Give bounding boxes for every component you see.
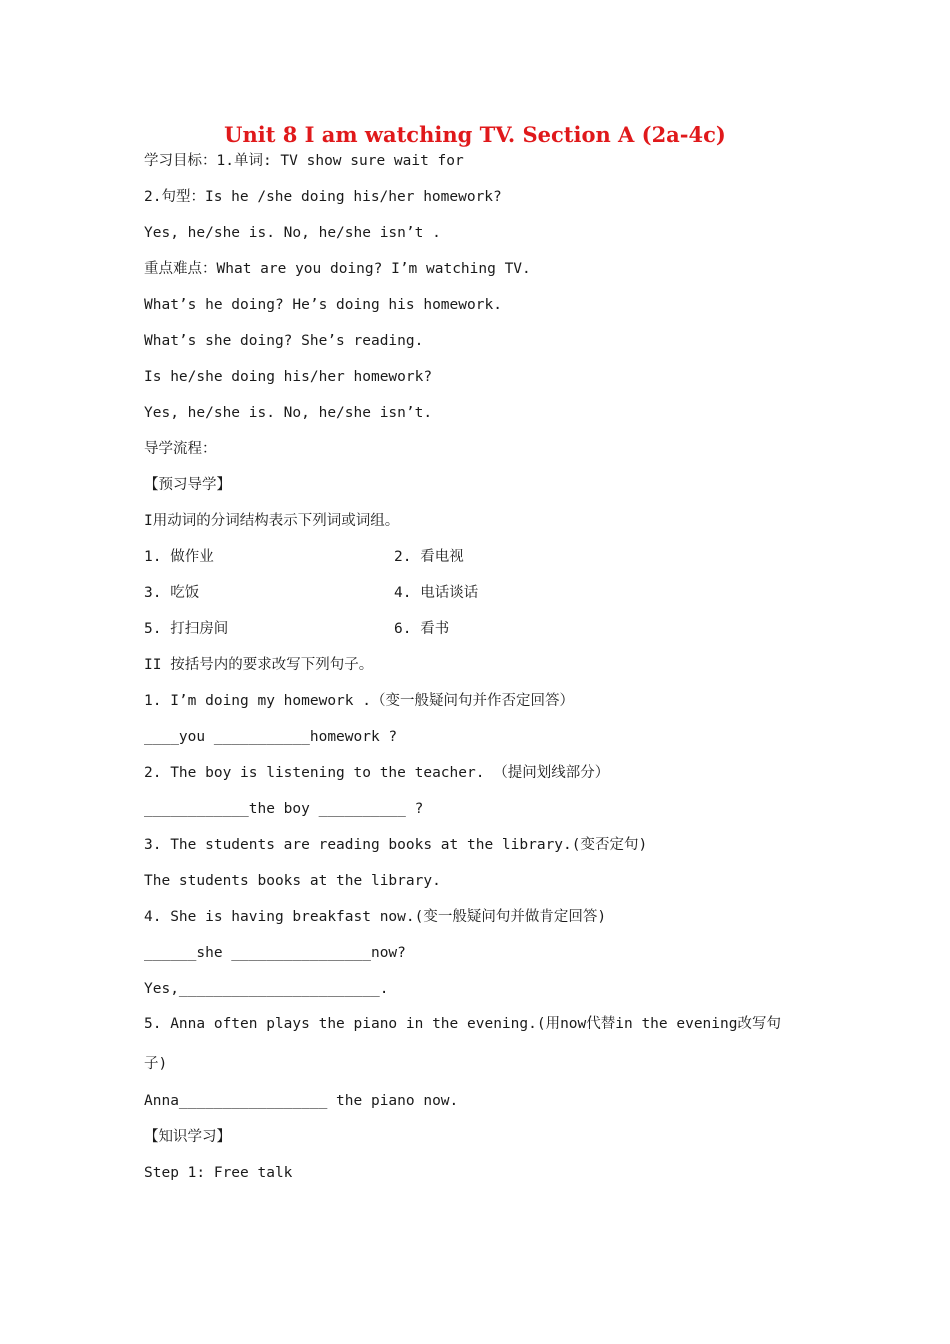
step-1-free-talk: Step 1: Free talk xyxy=(144,1165,293,1181)
exercise-item-6: 6. 看书 xyxy=(394,621,450,637)
rewrite-question-1: 1. I’m doing my homework .（变一般疑问句并作否定回答） xyxy=(144,693,574,709)
rewrite-question-5-cont: 子) xyxy=(144,1056,168,1072)
key-point-she: What’s she doing? She’s reading. xyxy=(144,333,424,349)
page-title: Unit 8 I am watching TV. Section A (2a-4c) xyxy=(224,122,726,147)
rewrite-blank-5: Anna_________________ the piano now. xyxy=(144,1093,459,1109)
exercise-item-4: 4. 电话谈话 xyxy=(394,585,479,601)
exercise-item-3: 3. 吃饭 xyxy=(144,585,200,601)
key-point-he: What’s he doing? He’s doing his homework. xyxy=(144,297,502,313)
rewrite-question-3: 3. The students are reading books at the library.(变否定句) xyxy=(144,837,648,853)
rewrite-blank-3: The students books at the library. xyxy=(144,873,441,889)
key-point-answer: Yes, he/she is. No, he/she isn’t. xyxy=(144,405,433,421)
exercise-one-instruction: I用动词的分词结构表示下列词或词组。 xyxy=(144,513,400,529)
rewrite-question-2: 2. The boy is listening to the teacher. （提问划线部分） xyxy=(144,765,610,781)
rewrite-question-5: 5. Anna often plays the piano in the evening.(用now代替in the evening改写句 xyxy=(144,1016,781,1032)
rewrite-question-4: 4. She is having breakfast now.(变一般疑问句并做肯定回答) xyxy=(144,909,607,925)
key-point-question: Is he/she doing his/her homework? xyxy=(144,369,433,385)
rewrite-blank-4: ______she ________________now? xyxy=(144,945,406,961)
sentence-pattern: 2.句型：Is he /she doing his/her homework? xyxy=(144,189,502,205)
exercise-item-2: 2. 看电视 xyxy=(394,549,464,565)
learning-goals-words: 学习目标：1.单词: TV show sure wait for xyxy=(144,153,464,169)
rewrite-answer-4: Yes,_______________________. xyxy=(144,981,389,997)
sentence-pattern-answer: Yes, he/she is. No, he/she isn’t . xyxy=(144,225,441,241)
guide-process-heading: 导学流程： xyxy=(144,441,217,457)
exercise-item-5: 5. 打扫房间 xyxy=(144,621,229,637)
exercise-item-1: 1. 做作业 xyxy=(144,549,214,565)
preview-section-heading: 【预习导学】 xyxy=(144,477,231,493)
rewrite-blank-2: ____________the boy __________ ? xyxy=(144,801,424,817)
rewrite-blank-1: ____you ___________homework ? xyxy=(144,729,398,745)
exercise-two-instruction: II 按括号内的要求改写下列句子。 xyxy=(144,657,374,673)
key-points: 重点难点：What are you doing? I’m watching TV. xyxy=(144,261,531,277)
knowledge-section-heading: 【知识学习】 xyxy=(144,1129,231,1145)
